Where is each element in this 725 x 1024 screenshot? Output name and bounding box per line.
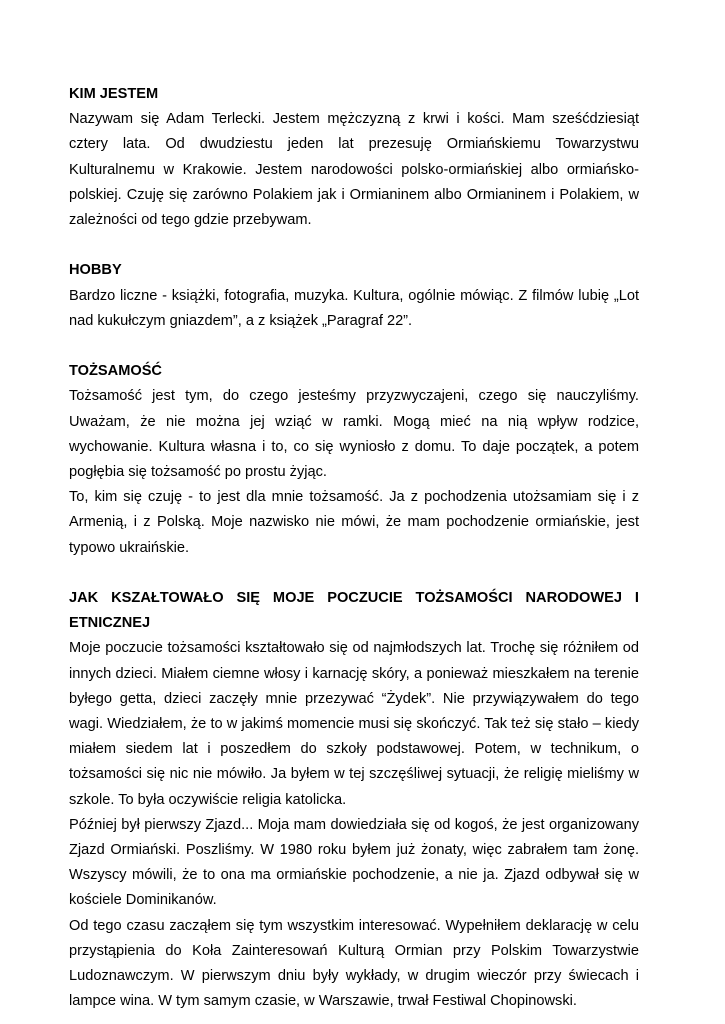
paragraph: Od tego czasu zacząłem się tym wszystkim interesować. Wypełniłem deklarację w celu przystąpienia do Koła Zainteresowań Kulturą Ormian przy Polskim Towarzystwie Ludoznawczym. W pierwszym dniu były wykłady, w drugim wieczór przy świecach i lampce wina. W tym samym czasie, w Warszawie, trwał Festiwal Chopinowski. [69, 917, 639, 1010]
section-hobby [69, 258, 639, 334]
section-kim-jestem [69, 82, 639, 233]
section-heading: KIM JESTEM [69, 86, 159, 102]
section-heading: TOŻSAMOŚĆ [69, 363, 162, 380]
paragraph: Nazywam się Adam Terlecki. Jestem mężczyzną z krwi i kości. Mam sześćdziesiąt cztery lata. Od dwudziestu jeden lat prezesuję Ormiańskiemu Towarzystwu Kulturalnemu w Krakowie. Jestem narodowości polsko-ormiańskiej albo ormiańsko-polskiej. Czuję się zarówno Polakiem jak i Ormianinem albo Ormianinem i Polakiem, w zależności od tego gdzie przebywam. [69, 111, 639, 229]
paragraph: Później był pierwszy Zjazd... Moja mam dowiedziała się od kogoś, że jest organizowany Zjazd Ormiański. Poszliśmy. W 1980 roku byłem już żonaty, więc zabrałem tam żonę. Wszyscy mówili, że to ona ma ormiańskie pochodzenie, a nie ja. Zjazd odbywał się w kościele Dominikanów. [69, 816, 639, 909]
paragraph: Moje poczucie tożsamości kształtowało się od najmłodszych lat. Trochę się różniłem od innych dzieci. Miałem ciemne włosy i karnację skóry, a ponieważ mieszkałem na terenie byłego getta, dzieci zaczęły mnie przezywać “Żydek”. Nie przywiązywałem do tego wagi. Wiedziałem, że to w jakimś momencie musi się skończyć. Tak też się stało – kiedy miałem siedem lat i poszedłem do szkoły podstawowej. Potem, w technikum, o tożsamości się nic nie mówiło. Ja byłem w tej szczęśliwej sytuacji, że religię mieliśmy w szkole. To była oczywiście religia katolicka. [69, 640, 639, 808]
section-heading: HOBBY [69, 262, 122, 279]
paragraph: Bardzo liczne - książki, fotografia, muzyka. Kultura, ogólnie mówiąc. Z filmów lubię „Lot nad kukułczym gniazdem”, a z książek „Paragraf 22”. [69, 287, 639, 329]
section-heading: JAK KSZAŁTOWAŁO SIĘ MOJE POCZUCIE TOŻSAMOŚCI NARODOWEJ I ETNICZNEJ [69, 590, 639, 632]
paragraph: To, kim się czuję - to jest dla mnie tożsamość. Ja z pochodzenia utożsamiam się i z Armenią, i z Polską. Moje nazwisko nie mówi, że mam pochodzenie ormiańskie, jest typowo ukraińskie. [69, 489, 639, 556]
spacer [69, 334, 639, 359]
paragraph: Tożsamość jest tym, do czego jesteśmy przyzwyczajeni, czego się nauczyliśmy. Uważam, że nie można jej wziąć w ramki. Mogą mieć na nią wpływ rodzice, wychowanie. Kultura własna i to, co się wyniosło z domu. To daje początek, a potem pogłębia się tożsamość po prostu żyjąc. [69, 388, 639, 481]
section-tozsamosc [69, 359, 639, 561]
spacer [69, 561, 639, 586]
spacer [69, 233, 639, 258]
document-page [69, 82, 639, 1014]
section-poczucie-tozsamosci [69, 586, 639, 1014]
